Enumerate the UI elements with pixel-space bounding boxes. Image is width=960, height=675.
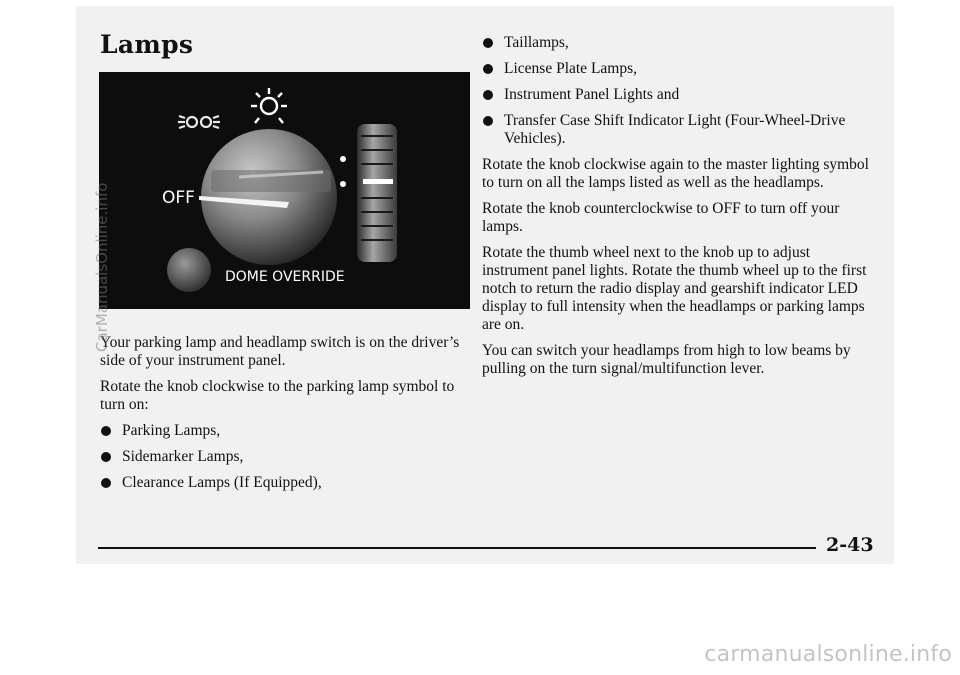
thumb-wheel[interactable]: [357, 124, 397, 262]
lamp-switch-knob[interactable]: [201, 129, 337, 265]
list-item: Parking Lamps,: [100, 422, 462, 440]
list-item: Transfer Case Shift Indicator Light (Four-Wheel-Drive Vehicles).: [482, 112, 874, 148]
bullet-icon: [483, 64, 493, 74]
footer-rule: [98, 547, 816, 549]
bullet-icon: [101, 426, 111, 436]
left-column: [100, 334, 462, 500]
list-item: Taillamps,: [482, 34, 874, 52]
bullet-list: [482, 34, 874, 148]
page-number: 2-43: [826, 534, 874, 556]
list-item: License Plate Lamps,: [482, 60, 874, 78]
side-watermark: CarManualsOnline.info: [93, 182, 111, 352]
list-item: Clearance Lamps (If Equipped),: [100, 474, 462, 492]
bullet-icon: [483, 38, 493, 48]
off-label: OFF: [162, 188, 195, 208]
paragraph: Rotate the thumb wheel next to the knob up to adjust instrument panel lights. Rotate the thumb wheel up to the first notch to return the radio display and gearshift indicator LED display to full intensity when the headlamps or parking lamps are on.: [482, 244, 867, 333]
switch-illustration: [99, 72, 470, 309]
headlamp-switch-photo: [99, 72, 470, 309]
dome-override-label: DOME OVERRIDE: [225, 269, 345, 285]
list-item: Instrument Panel Lights and: [482, 86, 874, 104]
bullet-icon: [483, 90, 493, 100]
list-item: Sidemarker Lamps,: [100, 448, 462, 466]
bullet-icon: [101, 478, 111, 488]
bullet-icon: [101, 452, 111, 462]
paragraph: Rotate the knob clockwise to the parking lamp symbol to turn on:: [100, 378, 455, 413]
right-column: [482, 34, 874, 386]
paragraph: Rotate the knob counterclockwise to OFF to turn off your lamps.: [482, 200, 840, 235]
dome-override-button[interactable]: [167, 248, 211, 292]
paragraph: Rotate the knob clockwise again to the master lighting symbol to turn on all the lamps listed as well as the headlamps.: [482, 156, 869, 191]
section-title: Lamps: [100, 30, 194, 59]
bullet-icon: [483, 116, 493, 126]
bullet-list: [100, 422, 462, 492]
paragraph: You can switch your headlamps from high to low beams by pulling on the turn signal/multifunction lever.: [482, 342, 851, 377]
paragraph: Your parking lamp and headlamp switch is on the driver’s side of your instrument panel.: [100, 334, 460, 369]
bottom-watermark[interactable]: carmanualsonline.info: [704, 642, 952, 667]
